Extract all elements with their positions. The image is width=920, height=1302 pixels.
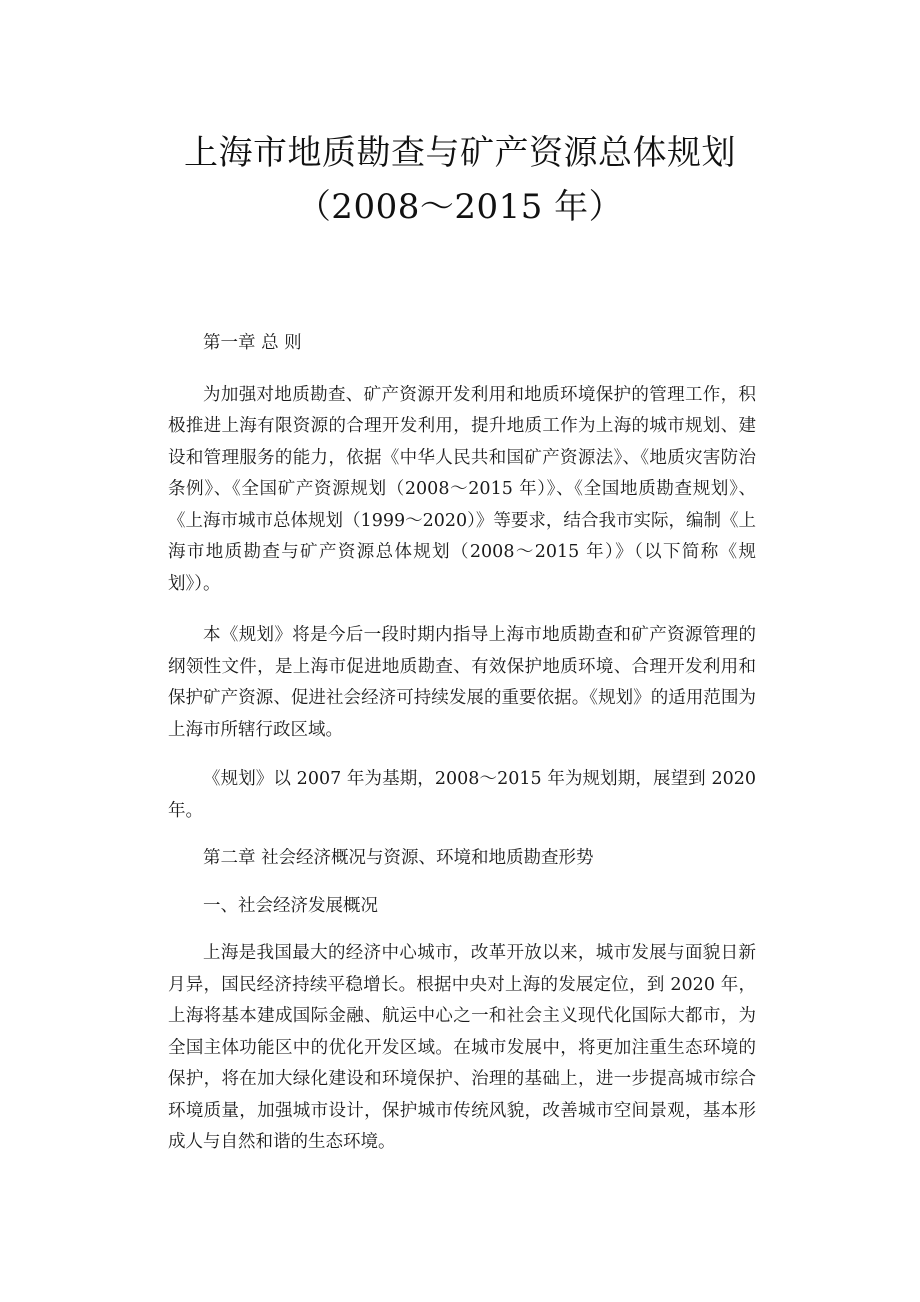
chapter-1-paragraph-1: 为加强对地质勘查、矿产资源开发利用和地质环境保护的管理工作，积极推进上海有限资源的合理开发利用，提升地质工作为上海的城市规划、建设和管理服务的能力，依据《中华人民共和国矿产资源法》、《地质灾害防治条例》、《全国矿产资源规划（2008～2015 年）》、《全国地质勘查规划》、《上海市城市总体规划（1999～2020）》等要求，结合我市实际，编制《上海市地质勘查与矿产资源总体规划（2008～2015 年）》（以下简称《规划》）。: [168, 384, 756, 594]
chapter-1-paragraph-3: 《规划》以 2007 年为基期，2008～2015 年为规划期，展望到 2020 年。: [168, 769, 756, 821]
document-body: [168, 328, 756, 1159]
section-1-paragraph-1: 上海是我国最大的经济中心城市，改革开放以来，城市发展与面貌日新月异，国民经济持续平稳增长。根据中央对上海的发展定位，到 2020 年，上海将基本建成国际金融、航运中心之一和社会主义现代化国际大都市，为全国主体功能区中的优化开发区域。在城市发展中，将更加注重生态环境的保护，将在加大绿化建设和环境保护、治理的基础上，进一步提高城市综合环境质量，加强城市设计，保护城市传统风貌，改善城市空间景观，基本形成人与自然和谐的生态环境。: [168, 943, 756, 1152]
title-years: （2008～2015 年）: [296, 187, 624, 227]
chapter-2-heading: 第二章 社会经济概况与资源、环境和地质勘查形势: [203, 848, 594, 868]
document-title: [0, 126, 920, 234]
title-main: 上海市地质勘查与矿产资源总体规划: [184, 133, 736, 173]
section-1-heading: 一、社会经济发展概况: [203, 895, 378, 916]
chapter-1-heading: 第一章 总 则: [203, 333, 302, 353]
chapter-1-paragraph-2: 本《规划》将是今后一段时期内指导上海市地质勘查和矿产资源管理的纲领性文件，是上海市促进地质勘查、有效保护地质环境、合理开发利用和保护矿产资源、促进社会经济可持续发展的重要依据。《规划》的适用范围为上海市所辖行政区域。: [168, 625, 756, 740]
